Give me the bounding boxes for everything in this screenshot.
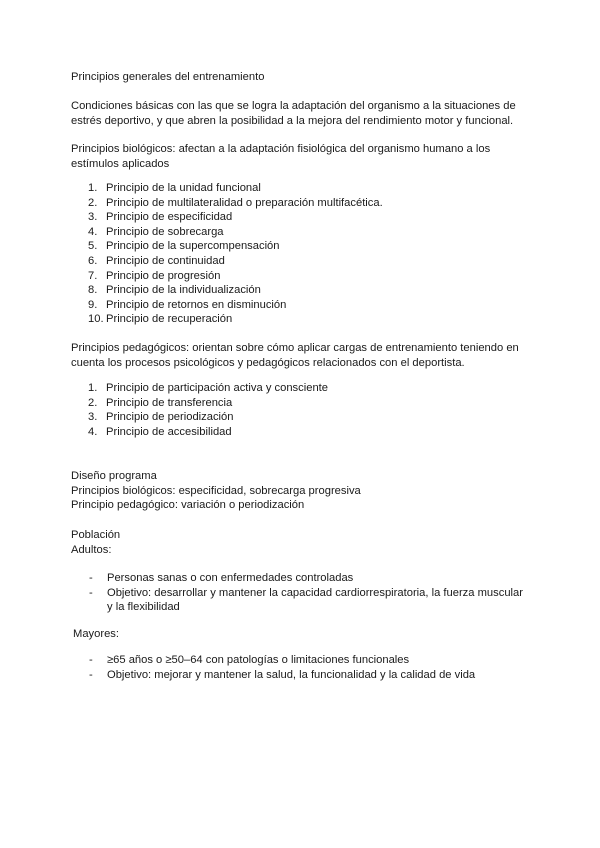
list-number: 10. bbox=[88, 313, 104, 326]
list-number: 3. bbox=[88, 211, 98, 224]
list-text: Principio de la unidad funcional bbox=[106, 182, 261, 194]
list-text: Principio de participación activa y consciente bbox=[106, 382, 329, 394]
adults-list bbox=[71, 571, 531, 615]
list-text: Principio de transferencia bbox=[106, 396, 233, 409]
list-number: 1. bbox=[88, 382, 98, 394]
dash-bullet: - bbox=[89, 654, 93, 666]
list-number: 4. bbox=[88, 425, 98, 438]
list-number: 7. bbox=[88, 269, 98, 282]
elderly-list bbox=[71, 653, 531, 682]
list-text: Personas sanas o con enfermedades controladas bbox=[107, 572, 354, 584]
list-number: 3. bbox=[88, 411, 98, 424]
list-item bbox=[71, 571, 531, 586]
list-number: 1. bbox=[88, 182, 98, 194]
population-section bbox=[71, 528, 531, 557]
list-text: Principio de continuidad bbox=[106, 254, 225, 267]
list-text: Principio de la individualización bbox=[106, 284, 261, 297]
list-text: Principio de accesibilidad bbox=[106, 425, 232, 438]
pedagogical-heading: Principios pedagógicos: orientan sobre cómo aplicar cargas de entrenamiento teniendo en cuenta los procesos psicológicos y pedagógicos relacionados con el deportista. bbox=[71, 342, 519, 369]
design-biological: Principios biológicos: especificidad, sobrecarga progresiva bbox=[71, 484, 361, 497]
list-item bbox=[71, 298, 531, 313]
list-text: Principio de progresión bbox=[106, 269, 221, 282]
list-text: Principio de retornos en disminución bbox=[106, 298, 287, 311]
list-item bbox=[71, 181, 531, 196]
elderly-label: Mayores: bbox=[73, 628, 120, 640]
list-text: Principio de multilateralidad o preparación multifacética. bbox=[106, 196, 383, 209]
list-number: 8. bbox=[88, 284, 98, 297]
list-item bbox=[71, 283, 531, 298]
biological-list bbox=[71, 181, 531, 327]
list-item bbox=[71, 653, 531, 668]
adults-label: Adultos: bbox=[71, 543, 112, 556]
list-number: 9. bbox=[88, 298, 98, 311]
list-number: 2. bbox=[88, 196, 98, 209]
list-item bbox=[71, 586, 531, 615]
list-text: Objetivo: desarrollar y mantener la capacidad cardiorrespiratoria, la fuerza muscular y la flexibilidad bbox=[107, 586, 523, 614]
list-item bbox=[71, 210, 531, 225]
list-item bbox=[71, 239, 531, 254]
list-item bbox=[71, 381, 531, 396]
list-item bbox=[71, 425, 531, 440]
list-text: Principio de recuperación bbox=[106, 313, 233, 326]
dash-bullet: - bbox=[89, 586, 93, 599]
document-title: Principios generales del entrenamiento bbox=[71, 71, 265, 83]
list-text: Principio de la supercompensación bbox=[106, 240, 280, 253]
list-text: ≥65 años o ≥50–64 con patologías o limitaciones funcionales bbox=[107, 654, 410, 666]
list-item bbox=[71, 196, 531, 211]
list-text: Principio de especificidad bbox=[106, 211, 233, 224]
list-item bbox=[71, 254, 531, 269]
list-number: 6. bbox=[88, 254, 98, 267]
list-item bbox=[71, 225, 531, 240]
list-item bbox=[71, 396, 531, 411]
biological-heading: Principios biológicos: afectan a la adaptación fisiológica del organismo humano a los estímulos aplicados bbox=[71, 143, 491, 170]
population-heading: Población bbox=[71, 529, 121, 541]
design-heading: Diseño programa bbox=[71, 470, 157, 482]
dash-bullet: - bbox=[89, 668, 93, 681]
pedagogical-list bbox=[71, 381, 531, 439]
intro-paragraph: Condiciones básicas con las que se logra la adaptación del organismo a la situaciones de estrés deportivo, y que abren la posibilidad a la mejora del rendimiento motor y funcional. bbox=[71, 100, 516, 127]
list-number: 5. bbox=[88, 240, 98, 253]
list-item bbox=[71, 668, 531, 683]
list-item bbox=[71, 410, 531, 425]
dash-bullet: - bbox=[89, 572, 93, 584]
list-item bbox=[71, 269, 531, 284]
list-number: 4. bbox=[88, 225, 98, 238]
list-text: Principio de periodización bbox=[106, 411, 234, 424]
list-number: 2. bbox=[88, 396, 98, 409]
design-pedagogical: Principio pedagógico: variación o periodización bbox=[71, 499, 305, 512]
list-item bbox=[71, 312, 531, 327]
list-text: Principio de sobrecarga bbox=[106, 225, 224, 238]
list-text: Objetivo: mejorar y mantener la salud, la funcionalidad y la calidad de vida bbox=[107, 668, 476, 681]
design-section bbox=[71, 469, 531, 513]
